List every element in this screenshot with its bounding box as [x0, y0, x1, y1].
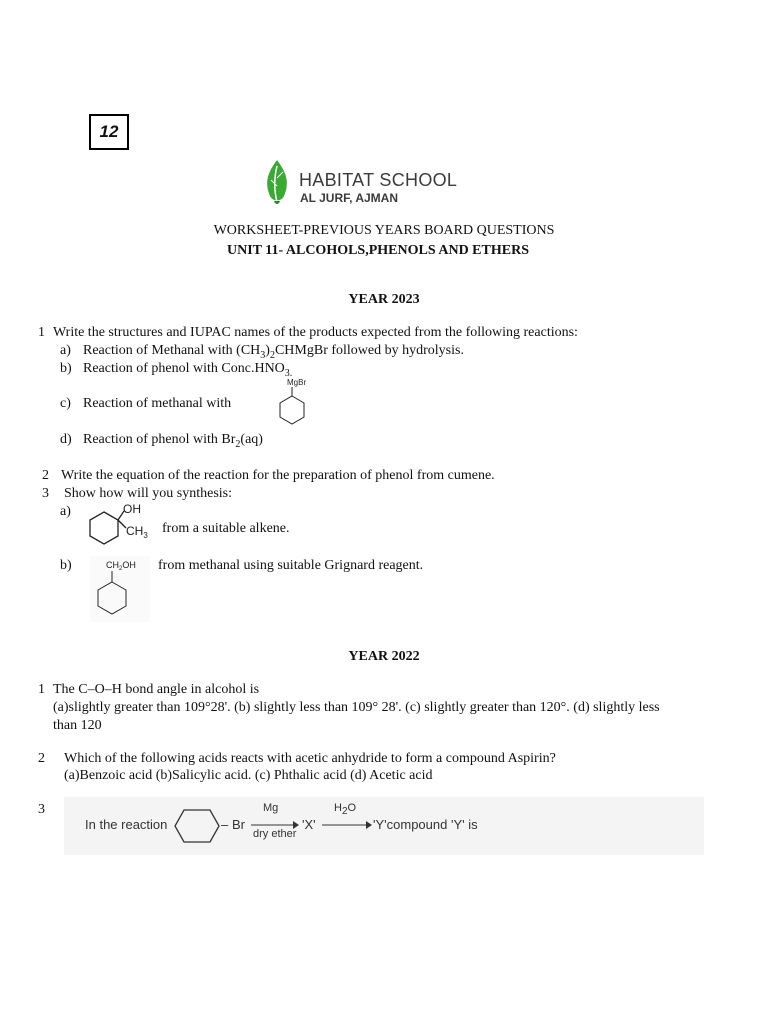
svg-text:CH3: $CH_3$: [126, 524, 148, 540]
y22-q2-number: 2: [38, 751, 45, 766]
cyclohexylmethanol-structure: [90, 556, 150, 622]
reaction-scheme: [64, 797, 704, 855]
q3a-text: from a suitable alkene.: [162, 521, 290, 536]
q1a-label: a): [60, 343, 71, 358]
q1d-label: d): [60, 432, 72, 447]
q1-number: 1: [38, 325, 45, 340]
y22-q1-options-line1: (a)slightly greater than 109°28'. (b) slightly less than 109° 28'. (c) slightly greater than 120°. (d) slightly less: [53, 700, 660, 715]
cyclohexane-ring: [172, 806, 222, 846]
y22-q2-text: Which of the following acids reacts with acetic anhydride to form a compound Aspirin?: [64, 751, 556, 766]
q1b-label: b): [60, 361, 72, 376]
page-number-box: [89, 114, 129, 150]
y22-q1-text: The C–O–H bond angle in alcohol is: [53, 682, 260, 697]
svg-text:OH: OH: [123, 502, 141, 516]
arrow-icon: [322, 820, 372, 830]
q2-text: Write the equation of the reaction for the preparation of phenol from cumene.: [61, 468, 495, 483]
unit-title: UNIT 11- ALCOHOLS,PHENOLS AND ETHERS: [227, 243, 529, 258]
svg-text:CH2OH: $CH_2OH$: [106, 560, 136, 572]
rxn-dry-ether: dry ether: [253, 828, 297, 840]
q3-number: 3: [42, 486, 49, 501]
q2-number: 2: [42, 468, 49, 483]
school-name: HABITAT SCHOOL: [299, 170, 458, 190]
q1b-text: Reaction of phenol with $Conc.HNO_{3.}$: [83, 361, 293, 379]
q1d-text: Reaction of phenol with $Br_2(aq)$: [83, 432, 263, 450]
worksheet-title: WORKSHEET-PREVIOUS YEARS BOARD QUESTIONS: [213, 223, 555, 238]
leaf-icon: [262, 158, 292, 208]
year-2023-heading: YEAR 2023: [348, 292, 420, 307]
y22-q1-number: 1: [38, 682, 45, 697]
school-logo: [262, 158, 458, 210]
rxn-mg: Mg: [263, 802, 279, 814]
methylcyclohexanol-structure: [86, 502, 156, 552]
rxn-prefix: In the reaction: [85, 817, 168, 832]
q3-text: Show how will you synthesis:: [64, 486, 233, 501]
year-2022-heading: YEAR 2022: [348, 649, 420, 664]
q3b-label: b): [60, 558, 72, 573]
rxn-x: 'X': [302, 817, 316, 832]
school-location: AL JURF, AJMAN: [300, 191, 399, 205]
q1c-text: Reaction of methanal with: [83, 396, 232, 411]
cyclohexyl-mgbr-structure: [276, 376, 316, 426]
q3a-label: a): [60, 504, 71, 519]
y22-q3-number: 3: [38, 802, 45, 817]
page-number: 12: [99, 122, 119, 141]
rxn-h2o: $H_2O$: [334, 802, 357, 818]
y22-q1-options-line2: than 120: [53, 718, 102, 733]
q1-text: Write the structures and IUPAC names of the products expected from the following reactions:: [53, 325, 578, 340]
mgbr-label: MgBr: [287, 378, 307, 387]
y22-q2-options: (a)Benzoic acid (b)Salicylic acid. (c) Phthalic acid (d) Acetic acid: [64, 768, 433, 783]
q1c-label: c): [60, 396, 71, 411]
rxn-suffix: 'Y'compound 'Y' is: [373, 817, 478, 832]
q1a-text: Reaction of Methanal with $(CH_3)_2CHMgBr$ followed by hydrolysis.: [83, 343, 464, 361]
rxn-br: Br: [232, 817, 245, 832]
q3b-text: from methanal using suitable Grignard reagent.: [158, 558, 424, 573]
rxn-bond: –: [221, 817, 229, 832]
